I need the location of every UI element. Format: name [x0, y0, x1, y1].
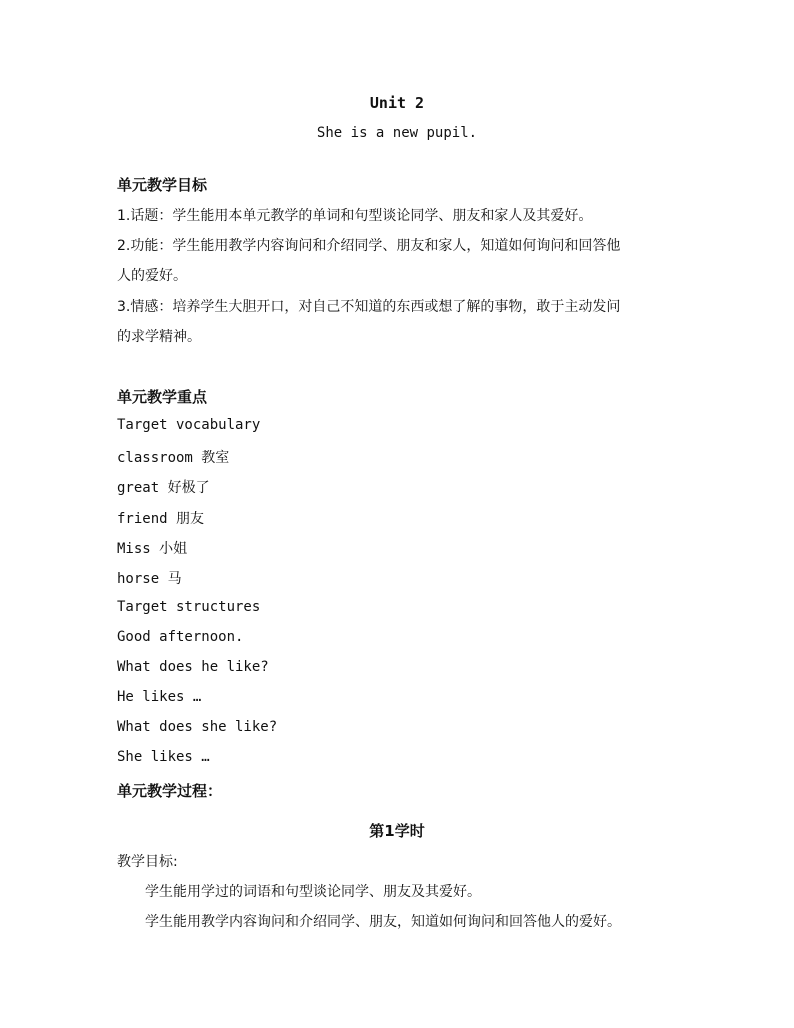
process-heading: 单元教学过程： [117, 782, 223, 800]
key-point-line: great 好极了 [117, 480, 210, 496]
goal-line: 3.情感：培养学生大胆开口，对自己不知道的东西或想了解的事物，敢于主动发问 [117, 299, 621, 315]
key-point-line: What does he like? [117, 659, 269, 675]
goals-heading: 单元教学目标 [117, 176, 208, 194]
key-point-line: Target vocabulary [117, 417, 261, 433]
goal-line: 2.功能：学生能用教学内容询问和介绍同学、朋友和家人，知道如何询问和回答他 [117, 238, 621, 254]
key-point-line: classroom 教室 [117, 450, 230, 466]
key-point-line: What does she like? [117, 719, 278, 735]
objective-line: 学生能用学过的词语和句型谈论同学、朋友及其爱好。 [145, 884, 481, 900]
goal-line: 人的爱好。 [117, 268, 187, 284]
goal-line: 1.话题：学生能用本单元教学的单词和句型谈论同学、朋友和家人及其爱好。 [117, 208, 593, 224]
objective-line: 学生能用教学内容询问和介绍同学、朋友，知道如何询问和回答他人的爱好。 [145, 914, 621, 930]
key-points-heading: 单元教学重点 [117, 388, 208, 406]
goal-line: 的求学精神。 [117, 329, 201, 345]
unit-subtitle: She is a new pupil. [316, 125, 478, 141]
key-point-line: Target structures [117, 599, 261, 615]
objectives-label: 教学目标: [117, 854, 178, 870]
key-point-line: He likes … [117, 689, 202, 705]
unit-title: Unit 2 [369, 94, 425, 112]
lesson-heading: 第1学时 [369, 822, 425, 840]
key-point-line: horse 马 [117, 571, 182, 587]
key-point-line: Good afternoon. [117, 629, 244, 645]
key-point-line: She likes … [117, 749, 210, 765]
key-point-line: Miss 小姐 [117, 541, 188, 557]
key-point-line: friend 朋友 [117, 511, 205, 527]
